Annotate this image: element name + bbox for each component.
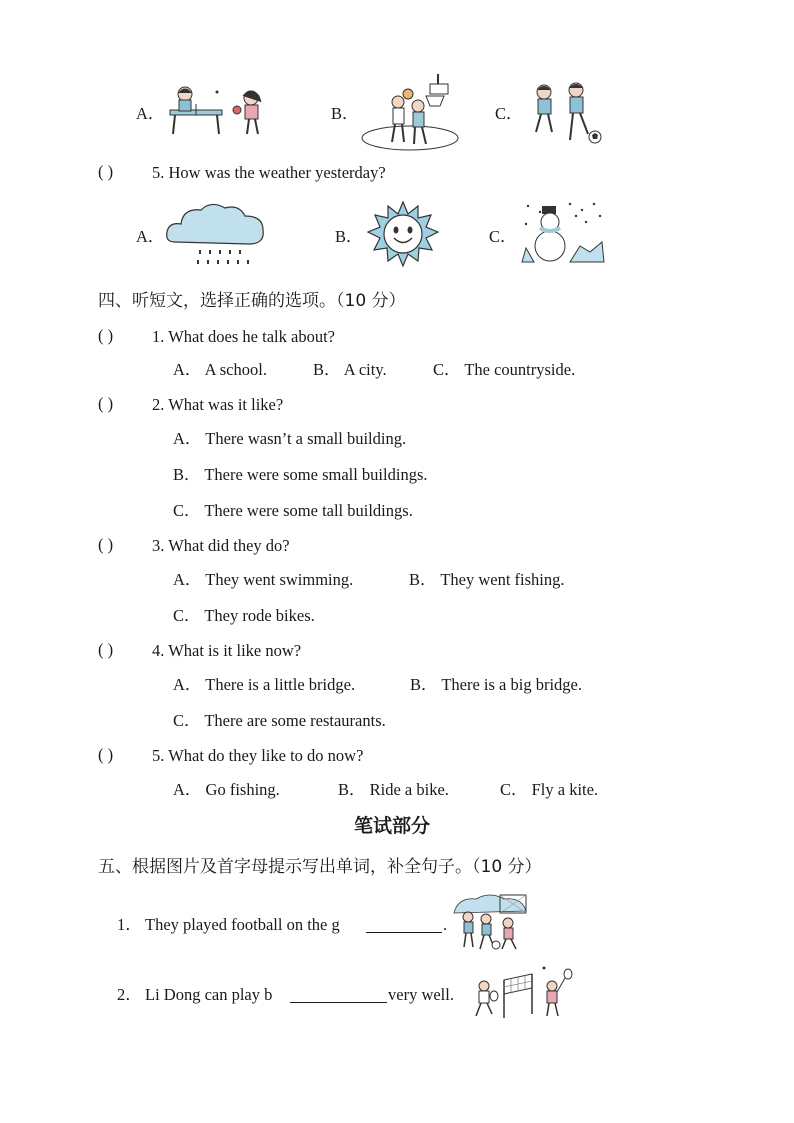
q5-question: 5. How was the weather yesterday? [152, 163, 386, 182]
s4-q1-option-b: B． A city. [313, 360, 387, 379]
s4-q1-text: 1. What does he talk about? [152, 327, 335, 346]
section5-title: 五、根据图片及首字母提示写出单词，补全句子。（10 分） [98, 857, 542, 877]
basketball-icon [360, 74, 460, 154]
s4-q3-option-c: C． They rode bikes. [173, 606, 315, 625]
football-icon [532, 82, 604, 146]
s4-q5-option-c: C． Fly a kite. [500, 780, 599, 799]
s5-item2-blank[interactable] [290, 1002, 387, 1003]
q4-option-b: B． [331, 104, 359, 123]
q5-answer-paren[interactable]: ( ) [98, 162, 114, 181]
q4-option-c: C． [495, 104, 523, 123]
s4-q2-text: 2. What was it like? [152, 395, 284, 414]
s4-q1-option-a: A． A school. [173, 360, 267, 379]
written-part-heading: 笔试部分 [354, 815, 431, 837]
s4-q5-paren[interactable]: ( ) [98, 745, 114, 764]
s4-q2-paren[interactable]: ( ) [98, 394, 114, 413]
s5-item1-end: . [443, 915, 448, 934]
q5-option-a: A． [136, 227, 165, 246]
s4-q5-option-a: A． Go fishing. [173, 780, 280, 799]
table-tennis-icon [165, 86, 275, 141]
s4-q3-option-a: A． They went swimming. [173, 570, 354, 589]
s4-q2-option-c: C． There were some tall buildings. [173, 501, 413, 520]
section4-title: 四、听短文，选择正确的选项。（10 分） [98, 291, 406, 311]
s5-item1-text: They played football on the g [145, 915, 340, 934]
s4-q4-option-b: B． There is a big bridge. [410, 675, 582, 694]
s5-item1-blank[interactable] [366, 932, 442, 933]
badminton-icon [468, 966, 576, 1022]
s4-q4-paren[interactable]: ( ) [98, 640, 114, 659]
s5-item2-end: very well. [388, 985, 454, 1004]
s4-q3-option-b: B． They went fishing. [409, 570, 565, 589]
s5-item2-number: 2． [117, 985, 142, 1004]
s4-q4-option-a: A． There is a little bridge. [173, 675, 356, 694]
q5-option-c: C． [489, 227, 517, 246]
s4-q2-option-b: B． There were some small buildings. [173, 465, 428, 484]
s4-q4-option-c: C． There are some restaurants. [173, 711, 386, 730]
s4-q2-option-a: A． There wasn’t a small building. [173, 429, 407, 448]
s4-q4-text: 4. What is it like now? [152, 641, 302, 660]
rain-cloud-icon [165, 200, 267, 270]
sun-icon [366, 200, 440, 270]
snowman-icon [520, 200, 604, 264]
s4-q3-paren[interactable]: ( ) [98, 535, 114, 554]
s4-q5-option-b: B． Ride a bike. [338, 780, 449, 799]
q4-option-a: A． [136, 104, 165, 123]
s5-item1-number: 1． [117, 915, 142, 934]
s4-q1-option-c: C． The countryside. [433, 360, 576, 379]
s4-q3-text: 3. What did they do? [152, 536, 290, 555]
s4-q1-paren[interactable]: ( ) [98, 326, 114, 345]
q5-option-b: B． [335, 227, 363, 246]
s4-q5-text: 5. What do they like to do now? [152, 746, 364, 765]
s5-item2-text: Li Dong can play b [145, 985, 273, 1004]
playground-football-icon [452, 893, 528, 953]
